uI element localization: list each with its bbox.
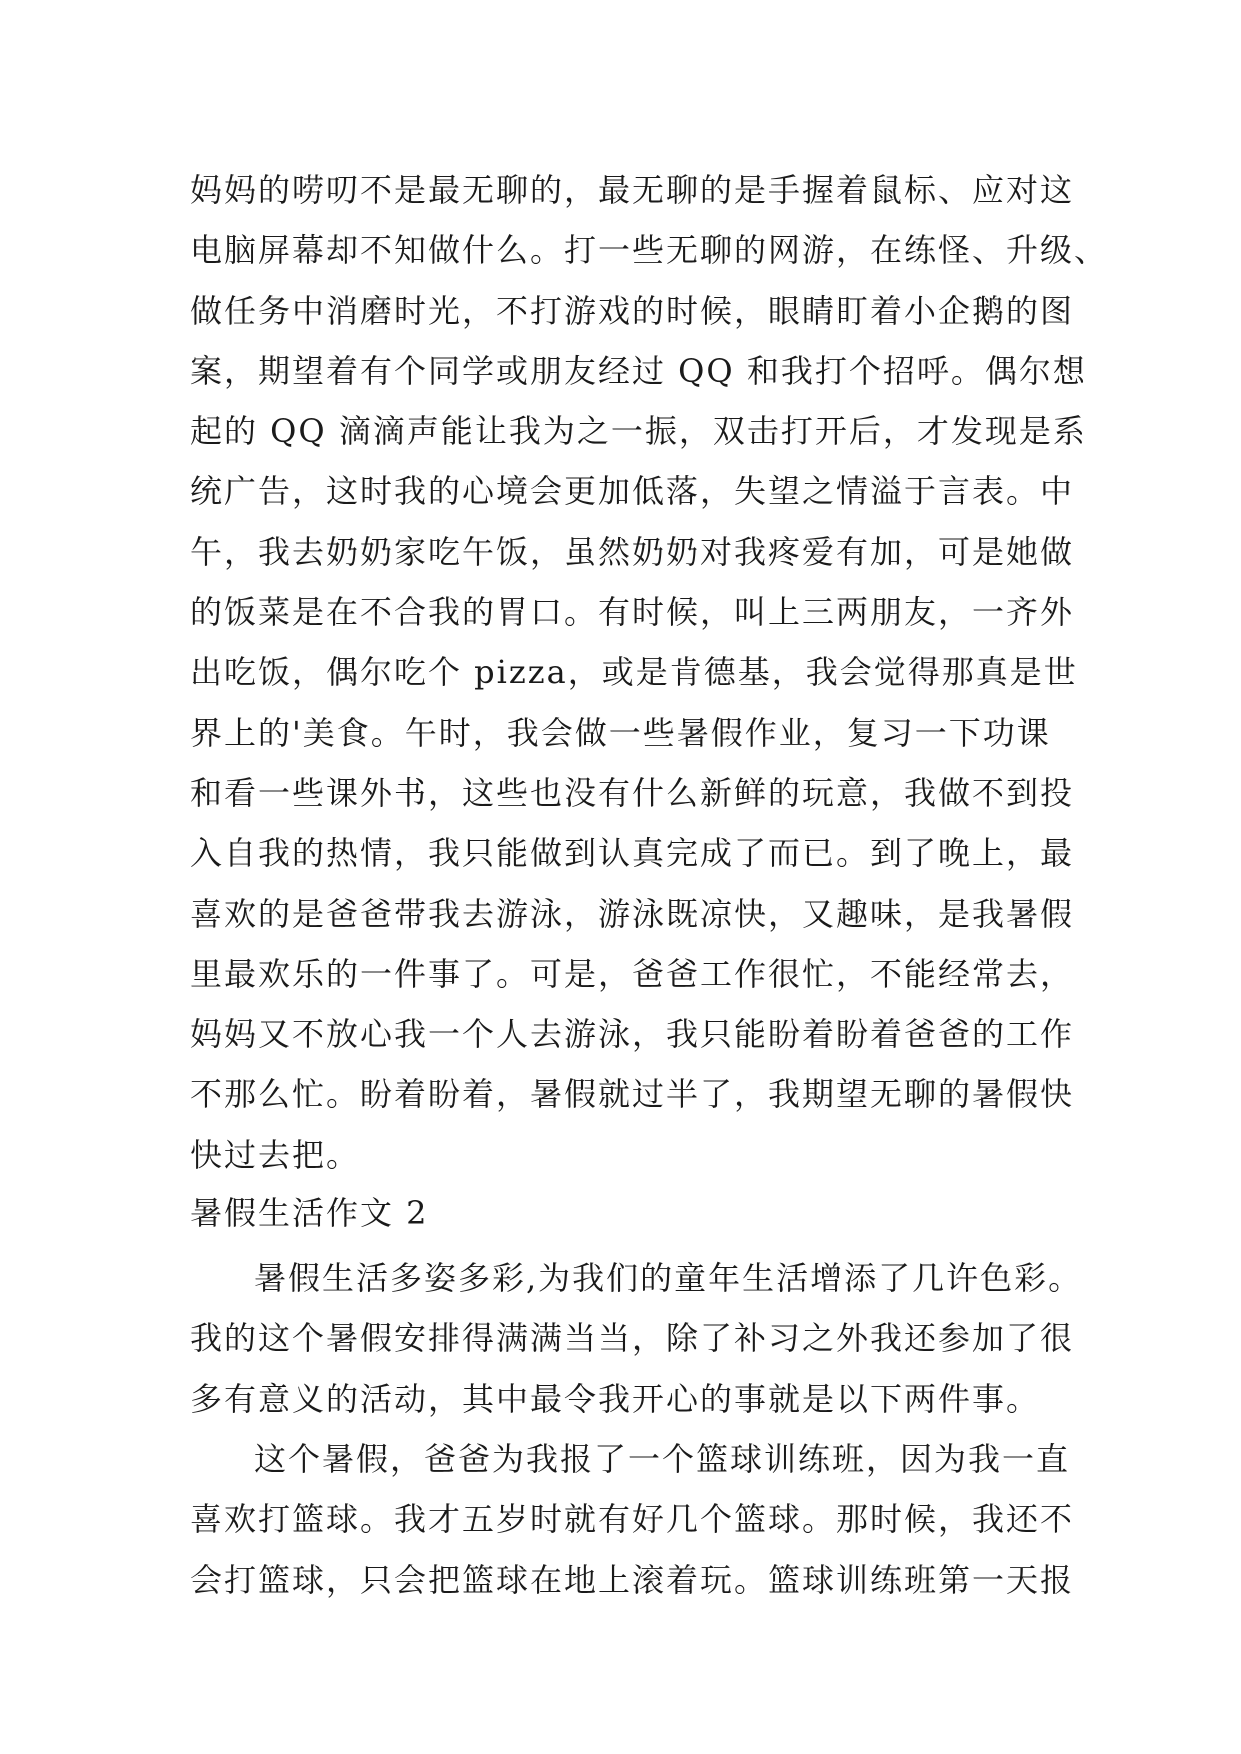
text-line: 界上的'美食。午时，我会做一些暑假作业，复习一下功课: [190, 713, 1051, 752]
text-line: 多有意义的活动，其中最令我开心的事就是以下两件事。: [190, 1379, 1041, 1418]
text-line: 不那么忙。盼着盼着，暑假就过半了，我期望无聊的暑假快: [190, 1075, 1075, 1114]
text-line: 里最欢乐的一件事了。可是，爸爸工作很忙，不能经常去，: [190, 954, 1075, 993]
text-line: 会打篮球，只会把篮球在地上滚着玩。篮球训练班第一天报: [190, 1560, 1075, 1599]
text-line: 的饭菜是在不合我的胃口。有时候，叫上三两朋友，一齐外: [190, 593, 1075, 632]
text-line: 妈妈又不放心我一个人去游泳，我只能盼着盼着爸爸的工作: [190, 1015, 1075, 1054]
section-heading: 暑假生活作文 2: [190, 1194, 429, 1233]
paragraph-intro: [190, 1248, 1083, 1429]
text-line: 喜欢打篮球。我才五岁时就有好几个篮球。那时候，我还不: [190, 1500, 1075, 1539]
text-line: 和看一些课外书，这些也没有什么新鲜的玩意，我做不到投: [190, 773, 1075, 812]
paragraph-continued: [190, 160, 1109, 1185]
document-body: [190, 160, 1109, 1610]
text-line: 妈妈的唠叨不是最无聊的，最无聊的是手握着鼠标、应对这: [190, 171, 1075, 209]
text-line: 暑假生活多姿多彩,为我们的童年生活增添了几许色彩。: [254, 1259, 1083, 1298]
text-line: 我的这个暑假安排得满满当当，除了补习之外我还参加了很: [190, 1319, 1075, 1358]
text-line: 这个暑假，爸爸为我报了一个篮球训练班，因为我一直: [254, 1439, 1071, 1478]
text-line: 做任务中消磨时光，不打游戏的时候，眼睛盯着小企鹅的图: [190, 291, 1075, 330]
text-line: 午，我去奶奶家吃午饭，虽然奶奶对我疼爱有加，可是她做: [190, 532, 1075, 571]
text-line: 统广告，这时我的心境会更加低落，失望之情溢于言表。中: [190, 472, 1075, 511]
text-line: 快过去把。: [190, 1135, 361, 1174]
text-line: 喜欢的是爸爸带我去游泳，游泳既凉快，又趣味，是我暑假: [190, 894, 1075, 933]
text-line: 出吃饭，偶尔吃个 pizza，或是肯德基，我会觉得那真是世: [190, 653, 1078, 692]
text-line: 入自我的热情，我只能做到认真完成了而已。到了晚上，最: [190, 834, 1075, 873]
paragraph-basketball: [190, 1429, 1075, 1610]
text-line: 起的 QQ 滴滴声能让我为之一振，双击打开后，才发现是系: [190, 412, 1087, 451]
text-line: 案，期望着有个同学或朋友经过 QQ 和我打个招呼。偶尔想: [190, 351, 1087, 390]
text-line: 电脑屏幕却不知做什么。打一些无聊的网游，在练怪、升级、: [190, 231, 1109, 270]
